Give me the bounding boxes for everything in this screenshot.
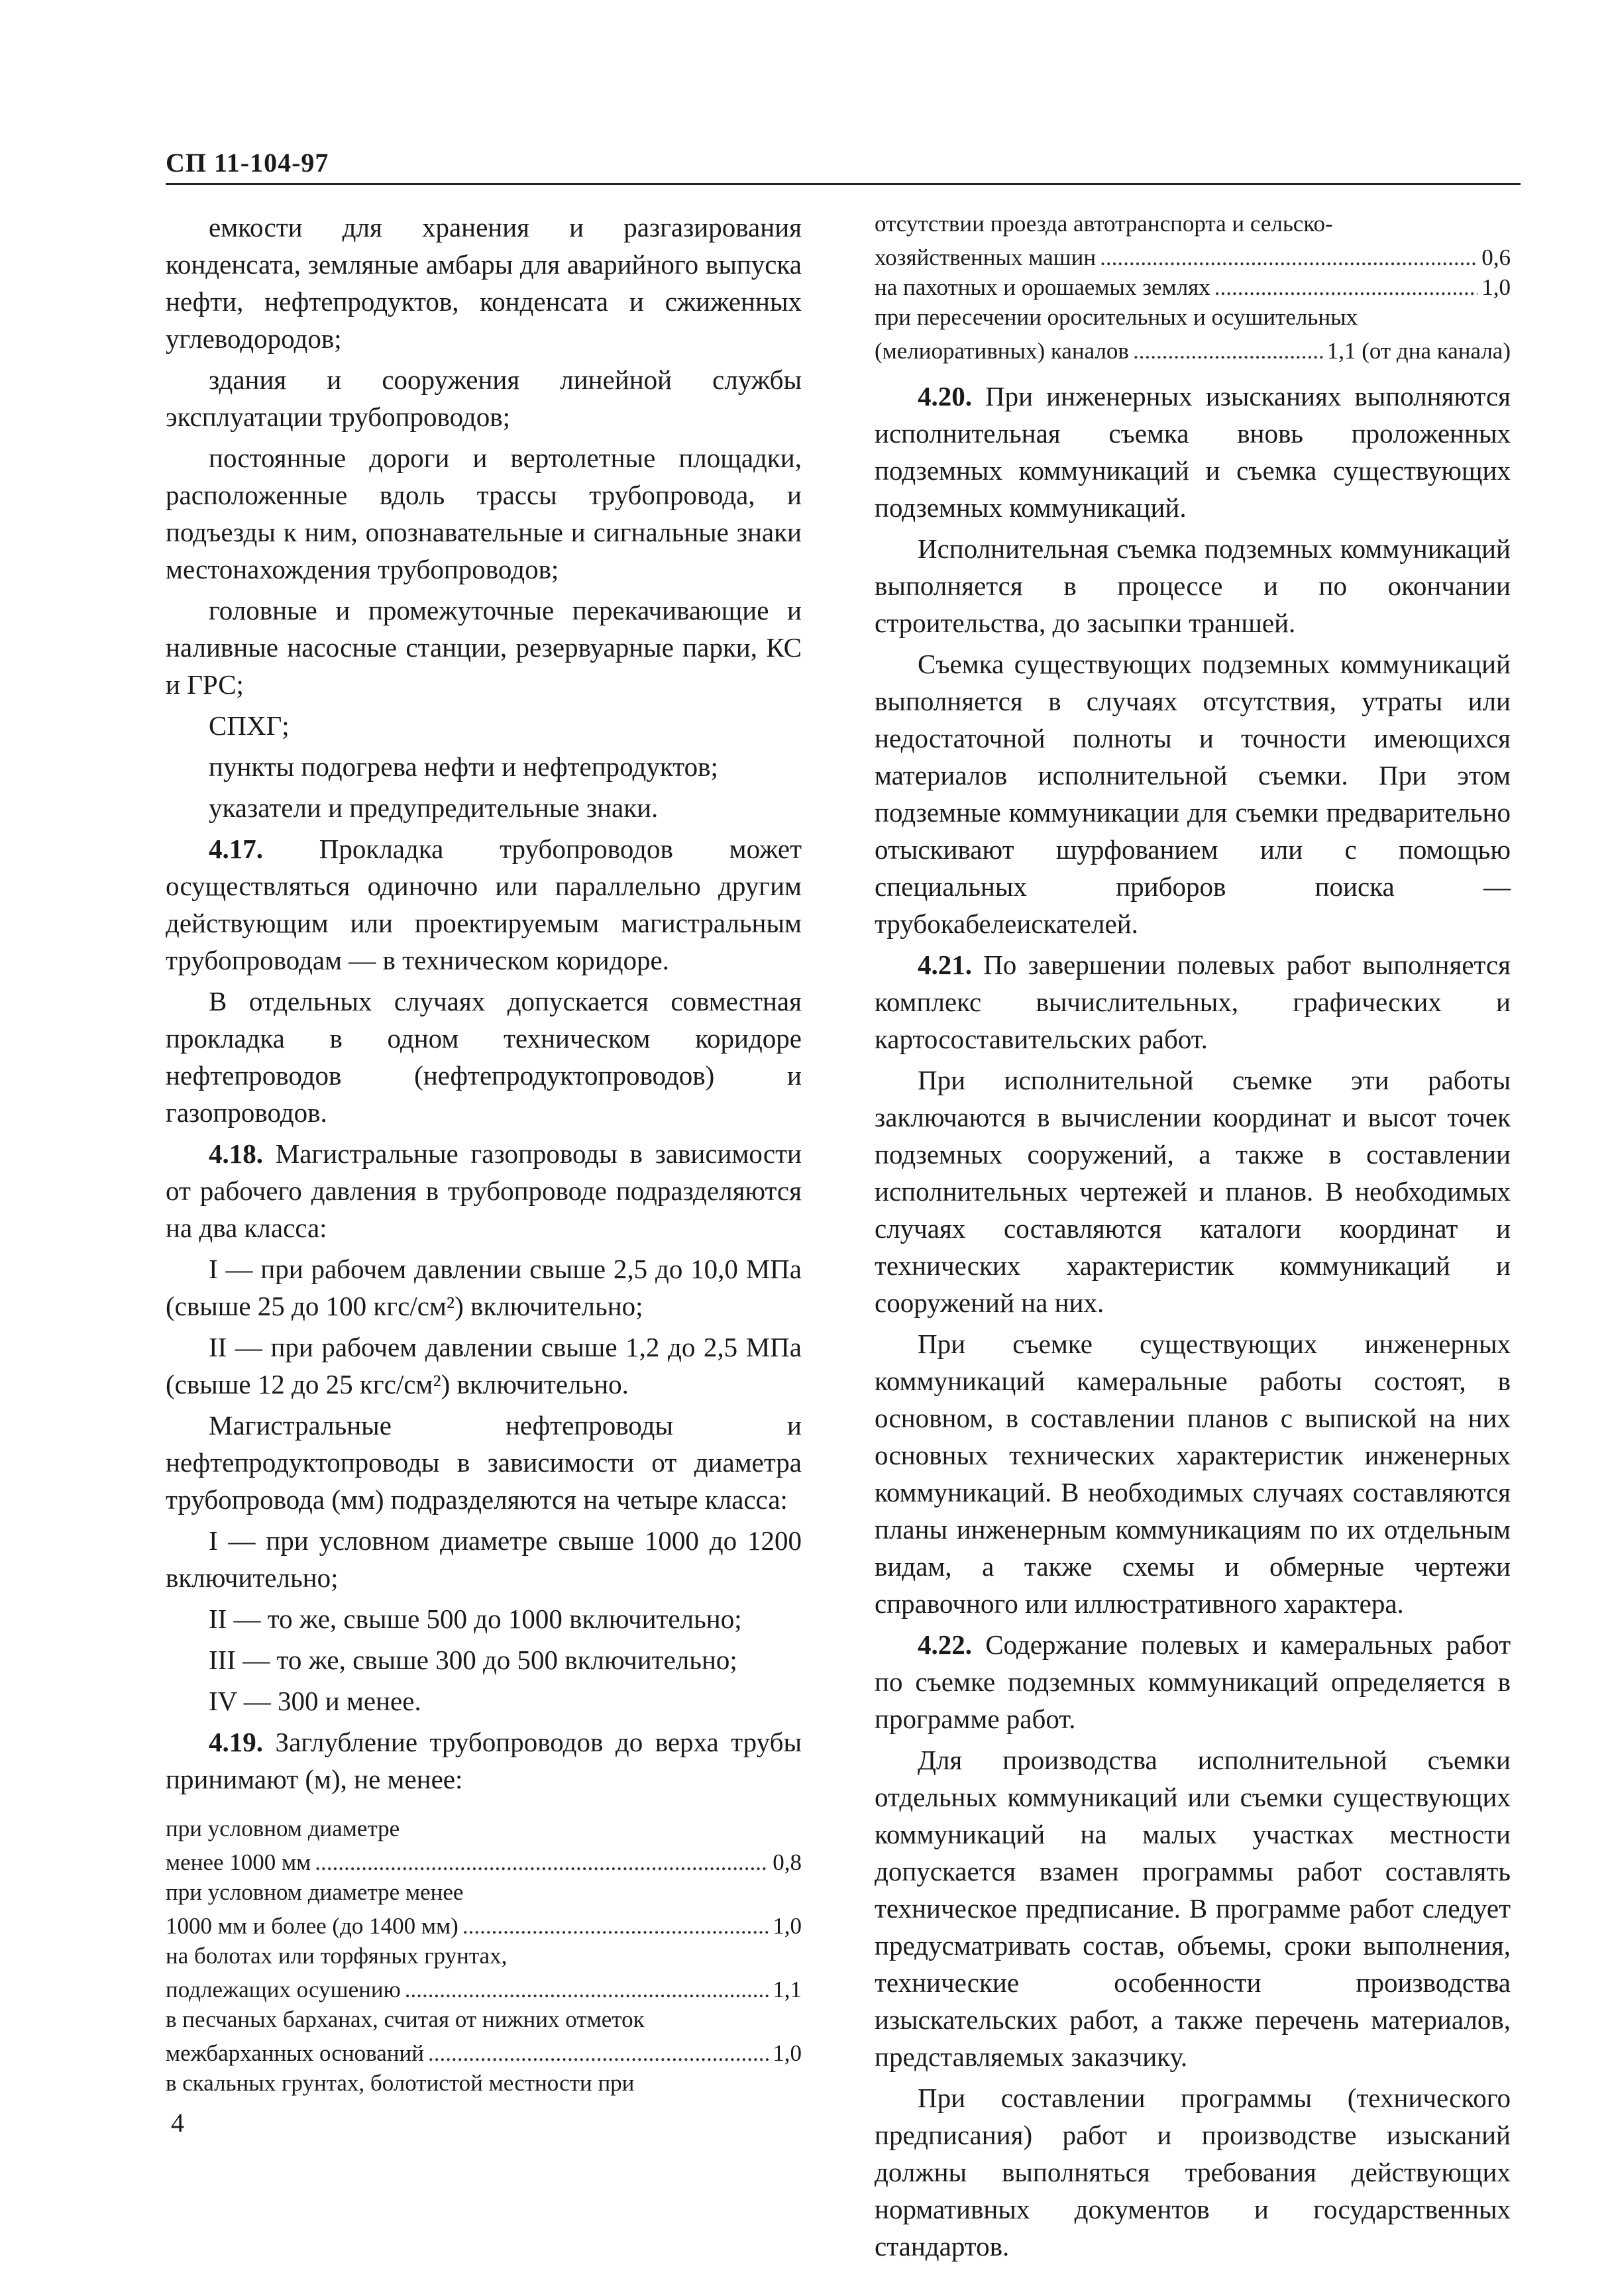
class-item: III — то же, свыше 300 до 500 включительно; [209, 1645, 737, 1675]
section-number: 4.17. [209, 834, 263, 864]
paragraph: емкости для хранения и разгазирования конденсата, земляные амбары для аварийного выпуска нефти, нефтепродуктов, конденсата и сжиженных углеводородов; [166, 212, 802, 354]
paragraph: При составлении программы (технического предписания) работ и производстве изысканий должны выполняться требования действующих нормативных документов и государственных стандартов. [875, 2083, 1511, 2262]
section-4-22 [875, 1626, 1511, 1737]
depth-label: отсутствии проезда автотранспорта и сельско- [875, 211, 1333, 237]
paragraph: Съемка существующих подземных коммуникаций выполняется в случаях отсутствия, утраты или недостаточной полноты и точности имеющихся материалов исполнительной съемки. При этом подземные коммуникации для съемки предварительно отыскивают шурфованием или с помощью специальных приборов поиска — трубокабелеискателей. [875, 649, 1511, 939]
class-item: I — при условном диаметре свыше 1000 до 1200 включительно; [166, 1525, 802, 1593]
paragraph: При исполнительной съемке эти работы заключаются в вычислении координат и высот точек подземных сооружений, а также в составлении исполнительных чертежей и планов. В необходимых случаях составляются каталоги координат и технических характеристик коммуникаций и сооружений на них. [875, 1065, 1511, 1318]
depth-row: на пахотных и орошаемых землях ..... 1,0 [875, 272, 1511, 302]
class-item: II — то же, свыше 500 до 1000 включительно; [209, 1604, 742, 1634]
depth-label: в песчаных барханах, считая от нижних отметок [166, 2006, 645, 2032]
section-4-17 [166, 830, 802, 979]
class-item: II — при рабочем давлении свыше 1,2 до 2,5 МПа (свыше 12 до 25 кгс/см²) включительно. [166, 1332, 802, 1399]
section-text: Прокладка трубопроводов может осуществляться одиночно или параллельно другим действующим или проектируемым магистральным трубопроводам — в техническом коридоре. [166, 834, 802, 975]
depth-label: на болотах или торфяных грунтах, [166, 1943, 508, 1969]
paragraph: В отдельных случаях допускается совместная прокладка в одном техническом коридоре нефтепроводов (нефтепродуктопроводов) и газопроводов. [166, 986, 802, 1128]
paragraph: постоянные дороги и вертолетные площадки, расположенные вдоль трассы трубопровода, и подъезды к ним, опознавательные и сигнальные знаки местонахождения трубопроводов; [166, 443, 802, 584]
section-4-21 [875, 946, 1511, 1058]
section-4-18 [166, 1135, 802, 1246]
section-4-19 [166, 1723, 802, 1798]
depth-row: (мелиоративных) каналов ..... 1,1 (от дна канала) [875, 336, 1511, 366]
section-text: Магистральные газопроводы в зависимости от рабочего давления в трубопроводе подразделяются на два класса: [166, 1138, 802, 1243]
paragraph: При съемке существующих инженерных коммуникаций камеральные работы состоят, в основном, в составлении планов с выпиской на них основных технических характеристик инженерных коммуникаций. В необходимых случаях составляются планы инженерным коммуникациям по их отдельным видам, а также схемы и обмерные чертежи справочного или иллюстративного характера. [875, 1329, 1511, 1619]
depth-row: межбарханных оснований ..... 1,0 [166, 2038, 802, 2068]
depth-label: при пересечении оросительных и осушительных [875, 304, 1358, 330]
section-number: 4.21. [918, 950, 972, 980]
depth-label: в скальных грунтах, болотистой местности при [166, 2070, 635, 2096]
class-item: I — при рабочем давлении свыше 2,5 до 10,0 МПа (свыше 25 до 100 кгс/см²) включительно; [166, 1254, 802, 1321]
section-text: По завершении полевых работ выполняется комплекс вычислительных, графических и картосоставительских работ. [875, 950, 1511, 1054]
section-number: 4.20. [918, 381, 972, 411]
page-number: 4 [171, 2108, 184, 2138]
depth-row: хозяйственных машин ..... 0,6 [875, 243, 1511, 272]
document-code-header: СП 11-104-97 [166, 148, 329, 178]
section-number: 4.22. [918, 1629, 972, 1660]
paragraph: указатели и предупредительные знаки. [209, 793, 659, 823]
right-column [875, 209, 1511, 2269]
paragraph: пункты подогрева нефти и нефтепродуктов; [209, 751, 718, 782]
section-text: При инженерных изысканиях выполняются исполнительная съемка вновь проложенных подземных коммуникаций и съемка существующих подземных коммуникаций. [875, 381, 1511, 523]
class-item: IV — 300 и менее. [209, 1686, 421, 1716]
section-text: Заглубление трубопроводов до верха трубы принимают (м), не менее: [166, 1727, 802, 1794]
paragraph: СПХГ; [209, 710, 290, 741]
header-rule [166, 183, 1521, 185]
paragraph: Исполнительная съемка подземных коммуникаций выполняется в процессе и по окончании строительства, до засыпки траншей. [875, 533, 1511, 638]
section-number: 4.18. [209, 1138, 263, 1169]
paragraph: Для производства исполнительной съемки отдельных коммуникаций или съемки существующих коммуникаций на малых участках местности допускается взамен программы работ составлять техническое предписание. В программе работ следует предусматривать состав, объемы, сроки выполнения, технические особенности производства изыскательских работ, а также перечень материалов, представляемых заказчику. [875, 1745, 1511, 2072]
depth-label: при условном диаметре [166, 1816, 400, 1841]
depth-row: 1000 мм и более (до 1400 мм) ..... 1,0 [166, 1911, 802, 1941]
section-text: Содержание полевых и камеральных работ по съемке подземных коммуникаций определяется в программе работ. [875, 1629, 1511, 1734]
depth-row: подлежащих осушению ..... 1,1 [166, 1975, 802, 2004]
depth-row: менее 1000 мм ..... 0,8 [166, 1847, 802, 1877]
section-number: 4.19. [209, 1727, 263, 1757]
paragraph: головные и промежуточные перекачивающие и наливные насосные станции, резервуарные парки, КС и ГРС; [166, 595, 802, 700]
section-4-20 [875, 378, 1511, 526]
left-column [166, 209, 802, 2102]
paragraph: Магистральные нефтепроводы и нефтепродуктопроводы в зависимости от диаметра трубопровода (мм) подразделяются на четыре класса: [166, 1410, 802, 1515]
depth-label: при условном диаметре менее [166, 1879, 464, 1905]
paragraph: здания и сооружения линейной службы эксплуатации трубопроводов; [166, 364, 802, 432]
